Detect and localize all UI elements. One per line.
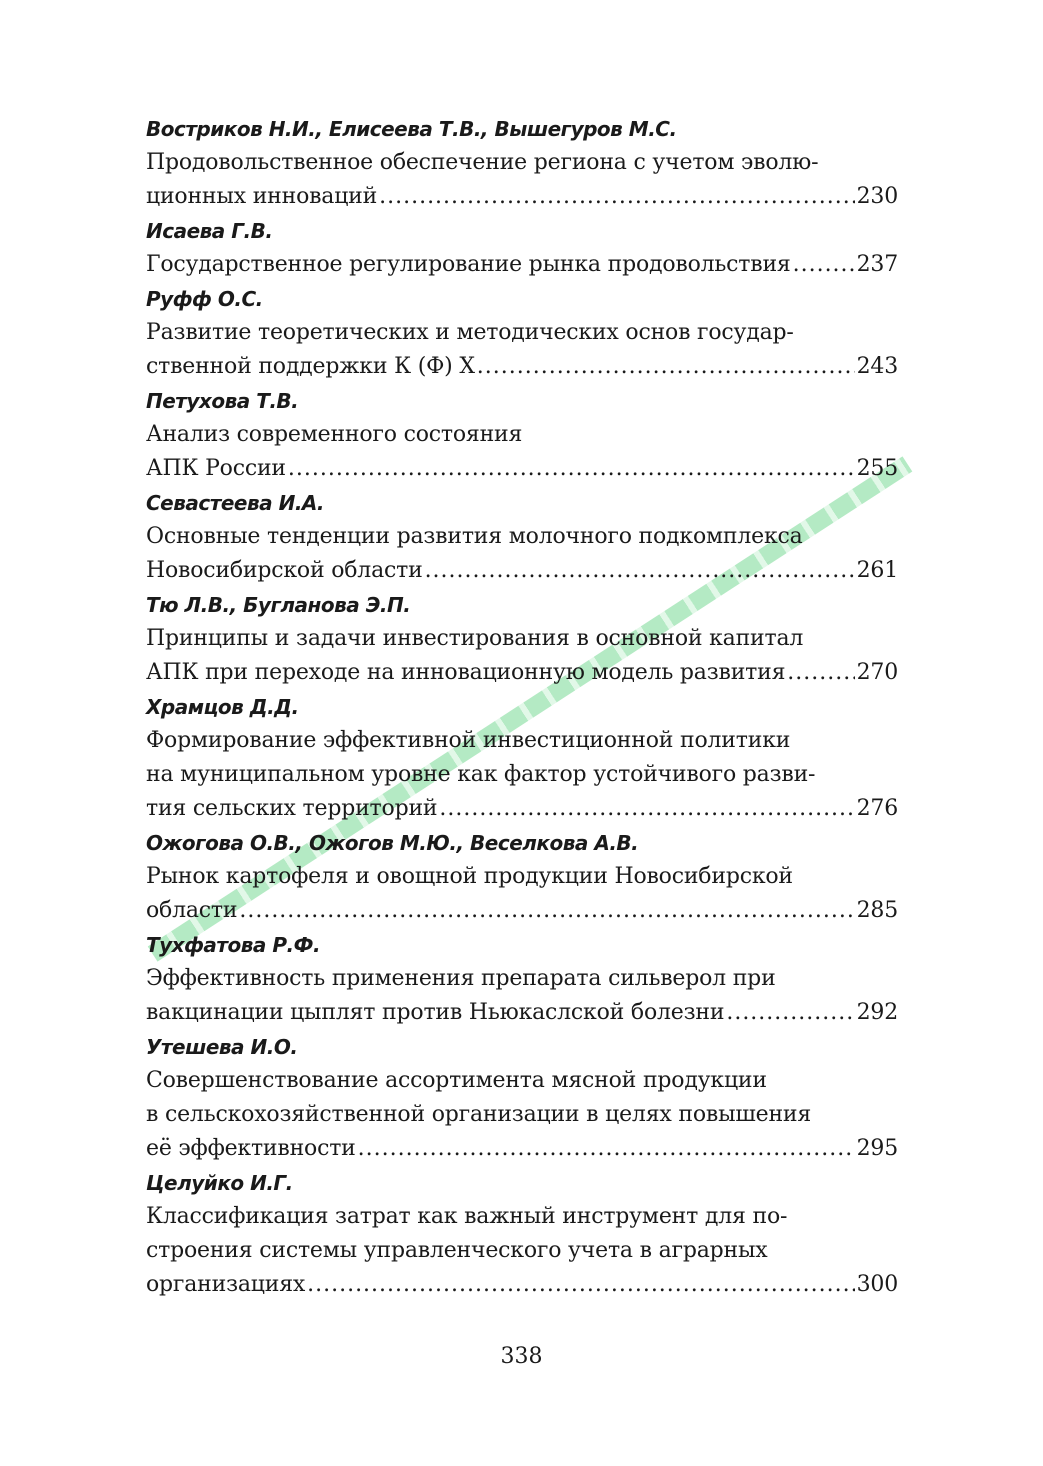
toc-entry-page-number: 300: [856, 1272, 898, 1297]
toc-entry-page-number: 243: [856, 354, 898, 379]
toc-entry-title-line: Рынок картофеля и овощной продукции Новосибирской: [146, 864, 793, 889]
toc-entry-title-line: Продовольственное обеспечение региона с учетом эволю-: [146, 150, 819, 175]
toc-entry-page-number: 255: [856, 456, 898, 481]
dot-leader: [307, 1268, 854, 1302]
toc-entry-author: Петухова Т.В.: [146, 389, 299, 413]
toc-entry-title-line: Принципы и задачи инвестирования в основной капитал: [146, 626, 804, 651]
toc-entry: [146, 928, 898, 1030]
toc-entry-title-line: области: [146, 898, 238, 923]
toc-entry-title-line: Совершенствование ассортимента мясной продукции: [146, 1068, 767, 1093]
toc-entry-last-line: [146, 180, 898, 214]
toc-entry-title-line: Развитие теоретических и методических основ государ-: [146, 320, 794, 345]
toc-entry-last-line: [146, 1268, 898, 1302]
dot-leader: [239, 894, 854, 928]
toc-entry: [146, 690, 898, 826]
toc-entry-author: Руфф О.С.: [146, 287, 263, 311]
toc-entry-title-line: Основные тенденции развития молочного подкомплекса: [146, 524, 803, 549]
toc-entry-title-line: Государственное регулирование рынка продовольствия: [146, 252, 791, 277]
toc-entry-title-line: Формирование эффективной инвестиционной политики: [146, 728, 791, 753]
toc-entry-last-line: [146, 1132, 898, 1166]
toc-entry-title-line: строения системы управленческого учета в аграрных: [146, 1238, 768, 1263]
toc-entry-author: Тухфатова Р.Ф.: [146, 933, 321, 957]
toc-entry-last-line: [146, 656, 898, 690]
dot-leader: [358, 1132, 855, 1166]
toc-entry-last-line: [146, 554, 898, 588]
toc-entry-author: Тю Л.В., Бугланова Э.П.: [146, 593, 411, 617]
toc-entry-author: Целуйко И.Г.: [146, 1171, 293, 1195]
dot-leader: [379, 180, 854, 214]
toc-entry-page-number: 276: [856, 796, 898, 821]
toc-entry-author: Востриков Н.И., Елисеева Т.В., Вышегуров М.С.: [146, 117, 677, 141]
toc-entry-page-number: 285: [856, 898, 898, 923]
toc-entry-title-line: вакцинации цыплят против Ньюкаслской болезни: [146, 1000, 725, 1025]
toc-entry-page-number: 270: [856, 660, 898, 685]
dot-leader: [288, 452, 855, 486]
toc-entry-title-line: организациях: [146, 1272, 306, 1297]
toc-entry-title-line: на муниципальном уровне как фактор устойчивого разви-: [146, 762, 816, 787]
toc-entry-title-line: ционных инноваций: [146, 184, 378, 209]
toc-entry: [146, 112, 898, 214]
dot-leader: [477, 350, 855, 384]
toc-entry: [146, 214, 898, 282]
toc-entry-title-line: тия сельских территорий: [146, 796, 438, 821]
toc-entry-last-line: [146, 248, 898, 282]
toc-entry: [146, 282, 898, 384]
page-number: 338: [500, 1344, 543, 1369]
toc-entry-title-line: Классификация затрат как важный инструмент для по-: [146, 1204, 788, 1229]
table-of-contents: [146, 112, 898, 1302]
dot-leader: [787, 656, 854, 690]
toc-entry: [146, 1030, 898, 1166]
toc-entry-title-line: в сельскохозяйственной организации в целях повышения: [146, 1102, 812, 1127]
toc-entry-author: Храмцов Д.Д.: [146, 695, 299, 719]
toc-entry-title-line: АПК при переходе на инновационную модель развития: [146, 660, 786, 685]
toc-entry-last-line: [146, 350, 898, 384]
toc-entry-author: Исаева Г.В.: [146, 219, 273, 243]
toc-entry-last-line: [146, 792, 898, 826]
toc-entry-page-number: 292: [856, 1000, 898, 1025]
toc-entry-title-line: Анализ современного состояния: [146, 422, 523, 447]
toc-entry-last-line: [146, 894, 898, 928]
toc-entry-title-line: Новосибирской области: [146, 558, 423, 583]
toc-entry-author: Ожогова О.В., Ожогов М.Ю., Веселкова А.В.: [146, 831, 639, 855]
dot-leader: [439, 792, 854, 826]
toc-entry: [146, 1166, 898, 1302]
toc-entry: [146, 486, 898, 588]
dot-leader: [793, 248, 855, 282]
toc-entry: [146, 384, 898, 486]
toc-entry-title-line: её эффективности: [146, 1136, 356, 1161]
toc-entry-last-line: [146, 452, 898, 486]
toc-entry-page-number: 230: [856, 184, 898, 209]
toc-entry-title-line: АПК России: [146, 456, 286, 481]
toc-entry-last-line: [146, 996, 898, 1030]
toc-entry-page-number: 295: [856, 1136, 898, 1161]
toc-entry-author: Утешева И.О.: [146, 1035, 298, 1059]
toc-entry: [146, 826, 898, 928]
toc-entry: [146, 588, 898, 690]
dot-leader: [425, 554, 855, 588]
toc-entry-title-line: Эффективность применения препарата сильверол при: [146, 966, 776, 991]
toc-entry-page-number: 261: [856, 558, 898, 583]
dot-leader: [726, 996, 854, 1030]
toc-entry-title-line: ственной поддержки К (Ф) Х: [146, 354, 475, 379]
toc-entry-author: Севастеева И.А.: [146, 491, 324, 515]
toc-entry-page-number: 237: [856, 252, 898, 277]
